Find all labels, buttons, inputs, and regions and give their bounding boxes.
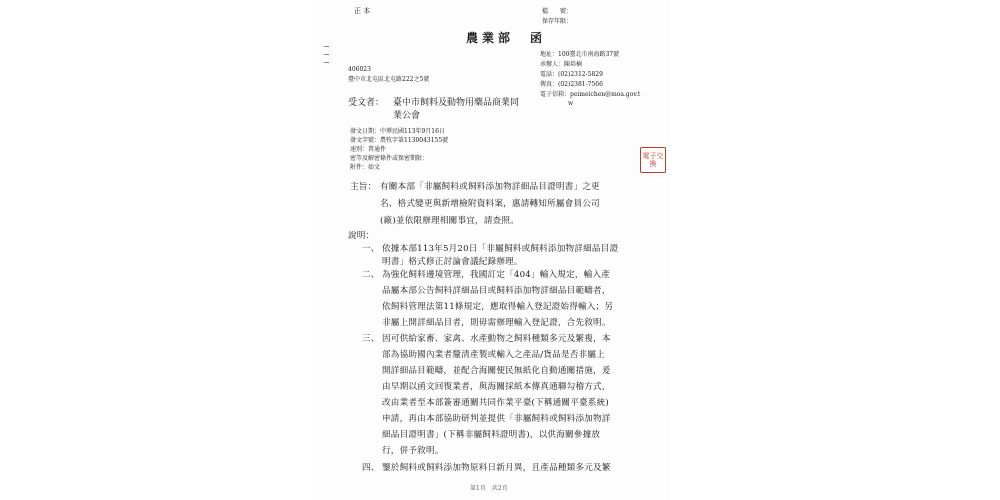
recipient-postcode: 406023 (348, 66, 371, 73)
subject-label: 主旨： (350, 182, 377, 192)
document-title: 農業部 函 (466, 31, 547, 45)
item-line: 非屬上開詳細品目者，則毋需辦理輸入登記證，合先敘明。 (382, 318, 611, 328)
subject-line: 名、格式變更與新增檢附資料案，惠請轉知所屬會員公司 (380, 199, 600, 209)
item-line: 細品目證明書」(下稱非屬飼料證明書)，以供海關參據放 (382, 430, 601, 440)
item-line: 依飼料管理法第11條規定，應取得輸入登記證始得輸入；另 (382, 302, 614, 312)
punch-mark (324, 62, 329, 63)
sender-address: 地址：100臺北市南海路37號 (540, 51, 620, 58)
file-number-label: 檔 號： (542, 8, 573, 15)
item-marker: 三、 (362, 334, 380, 344)
document-page (318, 0, 670, 500)
sender-contact: 承辦人：陳培楠 (540, 61, 583, 68)
recipient-name: 臺中市飼料及動物用藥品商業同 (393, 98, 520, 108)
item-marker: 四、 (362, 463, 380, 473)
subject-line: (廠)並依限辦理相關事宜，請查照。 (380, 216, 520, 226)
retention-label: 保存年限： (542, 18, 573, 25)
item-marker: 一、 (362, 244, 380, 254)
item-marker: 二、 (362, 270, 380, 280)
item-line: 品屬本部公告飼料詳細品目或飼料添加物詳細品目範疇者， (382, 286, 611, 296)
recipient-street-address: 臺中市北屯區北屯路222之5號 (348, 76, 430, 83)
subject-line: 有關本部「非屬飼料或飼料添加物詳細品目證明書」之更 (380, 182, 600, 192)
issue-number: 發文字號：農牧字第1130043155號 (350, 137, 449, 144)
item-line: 為強化飼料邊境管理，我國訂定「404」輸入規定，輸入產 (382, 270, 611, 280)
punch-mark (324, 54, 329, 55)
item-line: 因可供給家畜、家禽、水產動物之飼料種類多元及繁複，本 (382, 334, 611, 344)
sender-email-cont: w (568, 100, 574, 107)
copy-mark: 正 本 (354, 7, 371, 15)
recipient-name-cont: 業公會 (393, 111, 421, 121)
item-line: 依據本部113年5月20日「非屬飼料或飼料添加物詳細品目證 (382, 244, 619, 254)
sender-email: 電子信箱：peimeichen@moa.gov.t (540, 91, 641, 98)
item-line: 行，併予敘明。 (382, 446, 444, 456)
explanation-label: 說明： (348, 231, 375, 241)
item-line: 改由業者至本部簽審通關共同作業平臺(下稱通關平臺系統) (382, 398, 609, 408)
page-footer: 第1頁 共2頁 (470, 485, 508, 492)
delivery-speed: 速別：普通件 (350, 146, 387, 153)
item-line: 開詳細品目範疇，並配合海關便民無紙化自動通關措施，爰 (382, 366, 611, 376)
punch-mark (324, 46, 329, 47)
security-level: 密等及解密條件或保密期限： (350, 155, 429, 162)
sender-phone: 電話：(02)2312-5829 (540, 71, 603, 78)
red-stamp: 電子交換 (640, 147, 666, 173)
item-line: 申請，再由本部協助研判並提供「非屬飼料或飼料添加物詳 (382, 414, 611, 424)
item-line: 由早期以函文回復業者，與海關採紙本傳真通聯勾稽方式， (382, 382, 611, 392)
item-line: 鑒於飼料或飼料添加物原料日新月異，且產品種類多元及繁 (382, 463, 611, 473)
recipient-label: 受文者： (348, 98, 385, 108)
item-line: 部為協助國內業者釐清產製或輸入之產品/貨品是否非屬上 (382, 350, 605, 360)
item-line: 明書」格式修正討論會議紀錄辦理。 (382, 257, 523, 267)
attachment: 附件：如文 (350, 164, 381, 171)
issue-date: 發文日期：中華民國113年9月16日 (350, 128, 445, 135)
sender-fax: 傳真：(02)2381-7566 (540, 81, 603, 88)
